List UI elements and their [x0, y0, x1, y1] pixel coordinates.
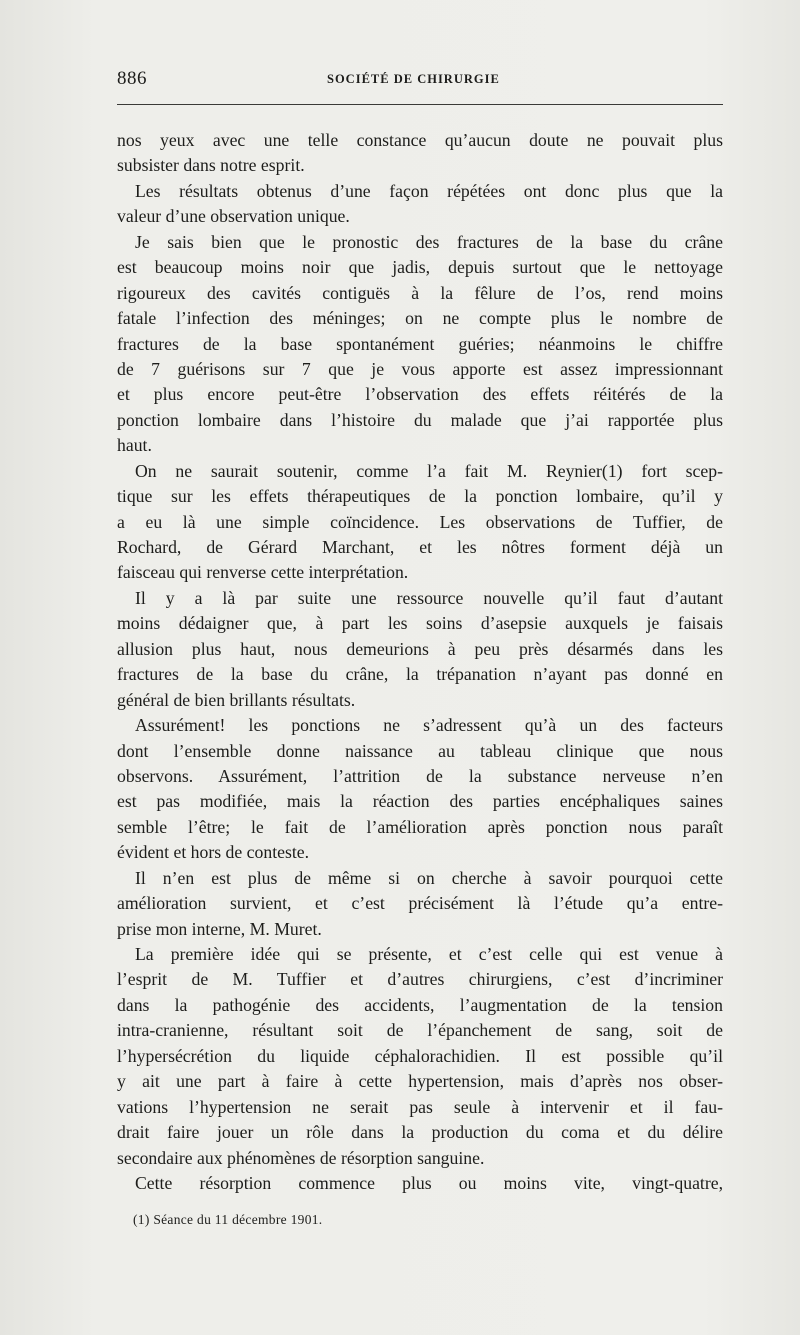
text-line: amélioration survient, et c’est précisément là l’étude qu’a entre-	[117, 893, 723, 914]
text-line: nos yeux avec une telle constance qu’aucun doute ne pouvait plus	[117, 130, 723, 150]
text-line: et plus encore peut-être l’observation des effets réitérés de la	[117, 384, 723, 405]
text-line: dont l’ensemble donne naissance au tableau clinique que nous	[117, 740, 723, 761]
footnote: (1) Séance du 11 décembre 1901.	[133, 1212, 323, 1227]
text-line: ponction lombaire dans l’histoire du malade que j’ai rapportée plus	[117, 409, 723, 430]
text-line: moins dédaigner que, à part les soins d’asepsie auxquels je faisais	[117, 613, 723, 634]
text-line: On ne saurait soutenir, comme l’a fait M. Reynier(1) fort scep-	[135, 460, 723, 481]
page-number: 886	[117, 68, 147, 89]
text-line: est beaucoup moins noir que jadis, depuis surtout que le nettoyage	[117, 257, 723, 278]
text-line: La première idée qui se présente, et c’est celle qui est venue à	[135, 944, 723, 964]
text-line: Il y a là par suite une ressource nouvelle qu’il faut d’autant	[135, 587, 723, 608]
text-line: allusion plus haut, nous demeurions à peu près désarmés dans les	[117, 638, 723, 659]
text-line: prise mon interne, M. Muret.	[117, 918, 322, 939]
text-line: y ait une part à faire à cette hypertension, mais d’après nos obser-	[117, 1071, 723, 1092]
text-line: vations l’hypertension ne serait pas seule à intervenir et il fau-	[117, 1096, 723, 1117]
text-line: l’hypersécrétion du liquide céphalorachidien. Il est possible qu’il	[117, 1045, 723, 1066]
text-line: haut.	[117, 435, 152, 456]
text-line: général de bien brillants résultats.	[117, 689, 356, 710]
text-line: l’esprit de M. Tuffier et d’autres chirurgiens, c’est d’incriminer	[117, 969, 723, 990]
text-line: dans la pathogénie des accidents, l’augmentation de la tension	[117, 994, 723, 1015]
text-line: subsister dans notre esprit.	[117, 155, 305, 176]
text-line: fractures de la base du crâne, la trépanation n’ayant pas donné en	[117, 664, 723, 685]
text-line: drait faire jouer un rôle dans la production du coma et du délire	[117, 1122, 723, 1143]
text-line: tique sur les effets thérapeutiques de la ponction lombaire, qu’il y	[117, 486, 723, 507]
text-line: de 7 guérisons sur 7 que je vous apporte est assez impressionnant	[117, 358, 723, 379]
text-line: Rochard, de Gérard Marchant, et les nôtres forment déjà un	[117, 537, 723, 557]
text-line: Les résultats obtenus d’une façon répétées ont donc plus que la	[135, 180, 723, 201]
text-line: intra-cranienne, résultant soit de l’épanchement de sang, soit de	[117, 1020, 723, 1041]
text-line: faisceau qui renverse cette interprétation.	[117, 562, 409, 583]
text-line: Cette résorption commence plus ou moins vite, vingt-quatre,	[135, 1172, 723, 1193]
body-text	[117, 128, 723, 1196]
page-header	[117, 68, 723, 104]
text-line: fatale l’infection des méninges; on ne compte plus le nombre de	[117, 308, 723, 329]
text-line: valeur d’une observation unique.	[117, 206, 350, 227]
text-line: secondaire aux phénomènes de résorption sanguine.	[117, 1147, 485, 1168]
header-rule	[117, 104, 723, 105]
text-line: évident et hors de conteste.	[117, 842, 310, 863]
text-line: rigoureux des cavités contiguës à la fêlure de l’os, rend moins	[117, 282, 723, 303]
text-line: fractures de la base spontanément guéries; néanmoins le chiffre	[117, 333, 723, 354]
text-line: Je sais bien que le pronostic des fractures de la base du crâne	[135, 231, 723, 252]
running-head: SOCIÉTÉ DE CHIRURGIE	[327, 72, 500, 86]
text-line: a eu là une simple coïncidence. Les observations de Tuffier, de	[117, 511, 723, 532]
text-line: Assurément! les ponctions ne s’adressent qu’à un des facteurs	[135, 715, 723, 736]
text-line: semble l’être; le fait de l’amélioration après ponction nous paraît	[117, 816, 723, 837]
text-line: observons. Assurément, l’attrition de la substance nerveuse n’en	[117, 765, 723, 786]
text-line: est pas modifiée, mais la réaction des parties encéphaliques saines	[117, 791, 723, 812]
text-line: Il n’en est plus de même si on cherche à savoir pourquoi cette	[135, 867, 723, 888]
